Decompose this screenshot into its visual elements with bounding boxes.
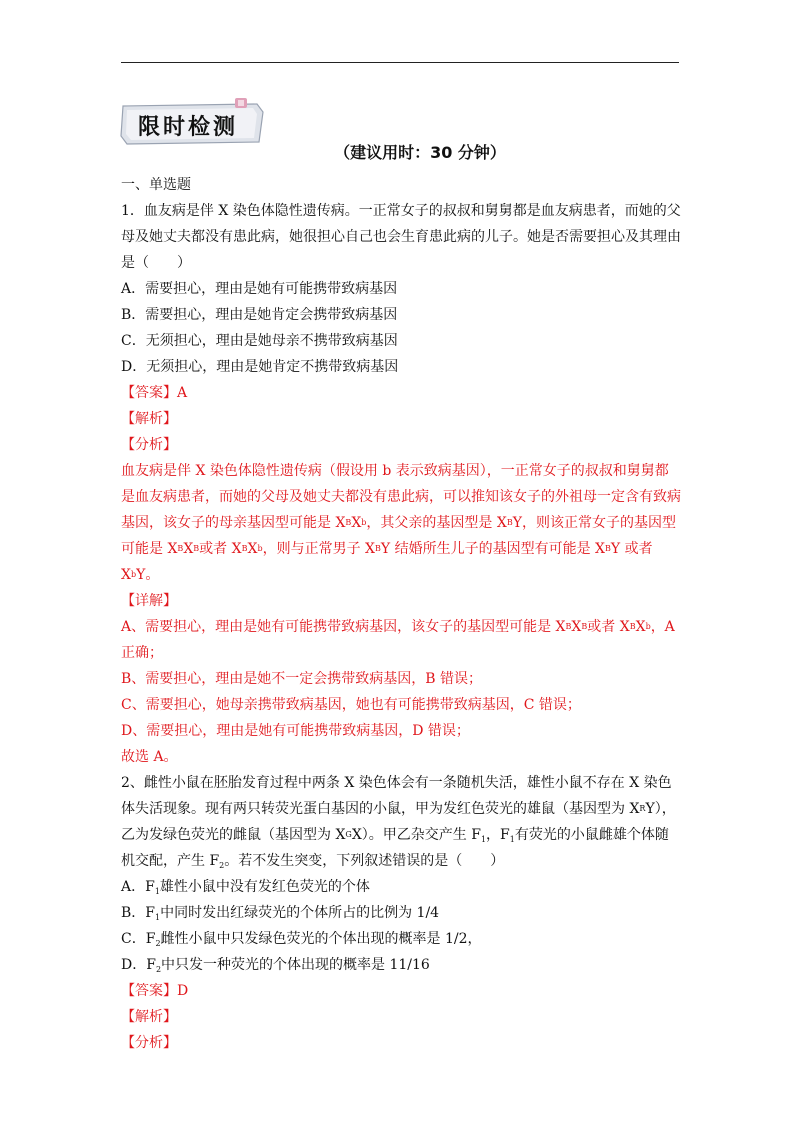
allele-sup: b bbox=[130, 570, 137, 579]
fenxi-run: X bbox=[351, 515, 362, 531]
stem-run: Y），乙为发绿色荧光的雌鼠（基因型为 X bbox=[121, 801, 676, 843]
generation-sub: 1 bbox=[509, 835, 515, 844]
worksheet-content bbox=[121, 172, 681, 1056]
fenxi-run: ，则与正常男子 X bbox=[262, 541, 375, 557]
question-1-answer bbox=[121, 380, 681, 406]
top-rule bbox=[121, 62, 679, 63]
fenxi-run: X bbox=[183, 541, 194, 557]
question-2-stem bbox=[121, 770, 681, 874]
xiangjie-run: ，A 正确； bbox=[121, 619, 675, 661]
question-2-jiexi-tag: 【解析】 bbox=[121, 1009, 177, 1025]
fenxi-run: Y，则该正常女子的基因型可能是 X bbox=[121, 515, 676, 557]
allele-sup: R bbox=[639, 804, 646, 813]
answer-value: D bbox=[177, 983, 189, 999]
question-2-option-a bbox=[121, 874, 681, 900]
allele-sup: G bbox=[345, 830, 352, 839]
question-1-xiangjie-b: B、需要担心，理由是她不一定会携带致病基因，B 错误； bbox=[121, 671, 483, 687]
question-1-stem: 1．血友病是伴 X 染色体隐性遗传病。一正常女子的叔叔和舅舅都是血友病患者，而她的父母及她丈夫都没有患此病，她很担心自己也会生育患此病的儿子。她是否需要担心及其理由是（ ） bbox=[121, 203, 681, 271]
generation-sub: 2 bbox=[219, 861, 225, 870]
section-title: 一、单选题 bbox=[121, 177, 191, 193]
xiangjie-run: 或者 X bbox=[587, 619, 630, 635]
generation-sub: 2 bbox=[155, 965, 162, 974]
option-run: 中同时发出红绿荧光的个体所占的比例为 1/4 bbox=[160, 905, 440, 921]
allele-sup: B bbox=[177, 544, 184, 553]
answer-tag: 【答案】 bbox=[121, 983, 177, 999]
generation-sub: 1 bbox=[155, 913, 161, 922]
fenxi-run: 血友病是伴 X 染色体隐性遗传病（假设用 b 表示致病基因），一正常女子的叔叔和舅舅都是血友病患者，而她的父母及她丈夫都没有患此病，可以推知该女子的外祖母一定含有致病基因，该女子的母亲基因型可能是 X bbox=[121, 463, 681, 531]
fenxi-run: X bbox=[247, 541, 258, 557]
allele-sup: B bbox=[375, 544, 381, 553]
option-run: B．F bbox=[121, 905, 156, 921]
question-1-fenxi-tag: 【分析】 bbox=[121, 437, 177, 453]
allele-sup: B bbox=[241, 544, 248, 553]
fenxi-run: Y 或者 X bbox=[121, 541, 653, 583]
option-run: 雄性小鼠中没有发红色荧光的个体 bbox=[159, 879, 370, 895]
answer-tag: 【答案】 bbox=[121, 385, 177, 401]
fenxi-run: Y。 bbox=[136, 567, 160, 583]
xiangjie-run: X bbox=[635, 619, 646, 635]
generation-sub: 1 bbox=[154, 887, 160, 896]
fenxi-run: Y 结婚所生儿子的基因型有可能是 X bbox=[380, 541, 605, 557]
fenxi-run: ，其父亲的基因型是 X bbox=[366, 515, 507, 531]
banner-label: 限时检测 bbox=[138, 115, 239, 140]
answer-value: A bbox=[177, 385, 188, 401]
xiangjie-run: A、需要担心，理由是她有可能携带致病基因，该女子的基因型可能是 X bbox=[121, 619, 566, 635]
time-note-text: （建议用时：30 分钟） bbox=[334, 143, 506, 162]
question-1-xiangjie-c: C、需要担心，她母亲携带致病基因，她也有可能携带致病基因，C 错误； bbox=[121, 697, 581, 713]
allele-sup: B bbox=[193, 544, 200, 553]
generation-sub: 1 bbox=[480, 835, 487, 844]
question-1-option-a: A．需要担心，理由是她有可能携带致病基因 bbox=[121, 281, 398, 297]
question-2-fenxi-tag: 【分析】 bbox=[121, 1035, 177, 1051]
question-2-option-d bbox=[121, 952, 681, 978]
allele-sup: B bbox=[581, 622, 588, 631]
question-1-option-b: B．需要担心，理由是她肯定会携带致病基因 bbox=[121, 307, 398, 323]
option-run: 雌性小鼠中只发绿色荧光的个体出现的概率是 1/2， bbox=[160, 931, 482, 947]
generation-sub: 2 bbox=[155, 939, 161, 948]
option-run: D．F bbox=[121, 957, 156, 973]
question-1-xiangjie-tag: 【详解】 bbox=[121, 593, 177, 609]
allele-sup: b bbox=[257, 544, 263, 553]
allele-sup: b bbox=[361, 518, 367, 527]
question-2-option-c bbox=[121, 926, 681, 952]
allele-sup: B bbox=[629, 622, 636, 631]
allele-sup: B bbox=[506, 518, 513, 527]
stem-run: X）。甲乙杂交产生 F bbox=[351, 827, 481, 843]
stem-run: 。若不发生突变，下列叙述错误的是（ ） bbox=[224, 853, 505, 869]
allele-sup: B bbox=[565, 622, 572, 631]
stem-run: 2、雌性小鼠在胚胎发育过程中两条 X 染色体会有一条随机失活，雄性小鼠不存在 X 染色体失活现象。现有两只转荧光蛋白基因的小鼠，甲为发红色荧光的雄鼠（基因型为 X bbox=[121, 775, 672, 817]
question-2-answer bbox=[121, 978, 681, 1004]
question-1-conclusion: 故选 A。 bbox=[121, 749, 178, 765]
allele-sup: B bbox=[345, 518, 352, 527]
question-1-xiangjie-a bbox=[121, 614, 681, 666]
option-run: C．F bbox=[121, 931, 156, 947]
option-run: 中只发一种荧光的个体出现的概率是 11/16 bbox=[161, 957, 430, 973]
question-1-option-c: C．无须担心，理由是她母亲不携带致病基因 bbox=[121, 333, 398, 349]
fenxi-run: 或者 X bbox=[199, 541, 242, 557]
question-1-xiangjie-d: D、需要担心，理由是她有可能携带致病基因，D 错误； bbox=[121, 723, 470, 739]
xiangjie-run: X bbox=[571, 619, 582, 635]
question-1-jiexi-tag: 【解析】 bbox=[121, 411, 177, 427]
option-run: A．F bbox=[121, 879, 155, 895]
question-2-option-b bbox=[121, 900, 681, 926]
allele-sup: b bbox=[645, 622, 651, 631]
question-1-fenxi-text bbox=[121, 458, 681, 588]
time-note bbox=[0, 140, 800, 163]
question-1-option-d: D．无须担心，理由是她肯定不携带致病基因 bbox=[121, 359, 399, 375]
allele-sup: B bbox=[605, 544, 611, 553]
stem-run: ，F bbox=[486, 827, 510, 843]
stem-run: 有荧光的小鼠雌雄个体随机交配，产生 F bbox=[121, 827, 669, 869]
